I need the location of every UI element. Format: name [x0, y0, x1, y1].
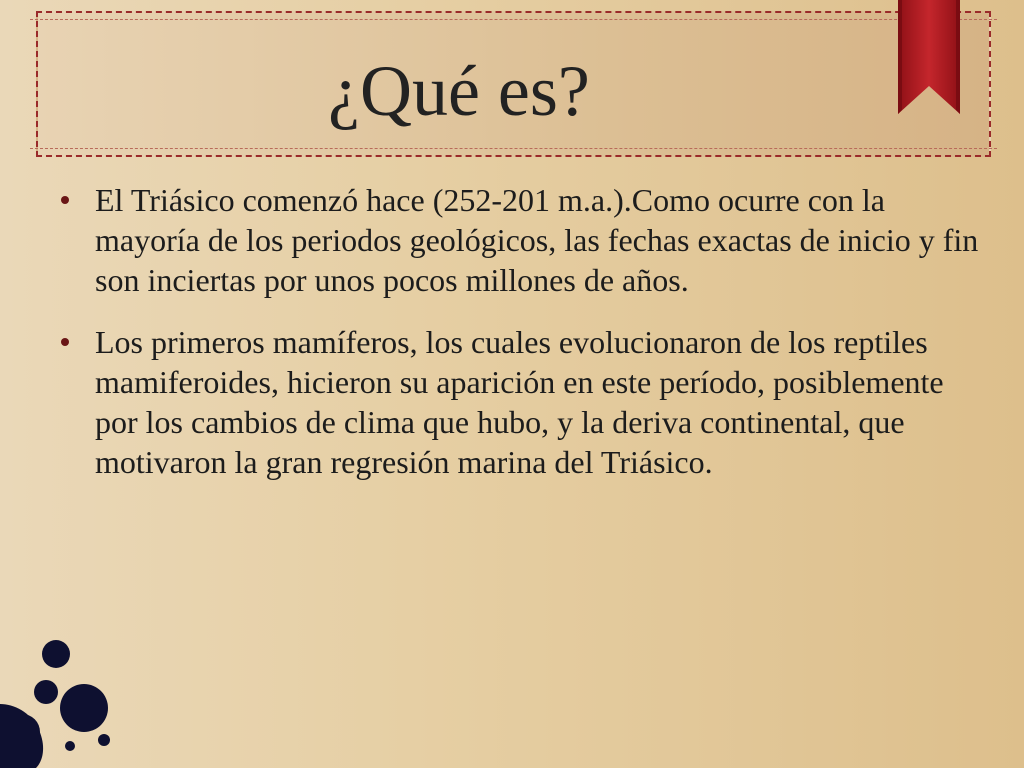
bullet-icon: [61, 196, 69, 204]
slide-title: ¿Qué es?: [328, 51, 590, 131]
bullet-text: Los primeros mamíferos, los cuales evolucionaron de los reptiles mamiferoides, hicieron su aparición en este período, posiblemente por los cambios de clima que hubo, y la deriva continental, que motivaron la gran regresión marina del Triásico.: [95, 324, 944, 480]
list-item: [60, 322, 980, 482]
bullet-list: [60, 180, 980, 504]
title-frame: [36, 11, 991, 157]
ink-splatter-icon: [0, 620, 130, 768]
bullet-icon: [61, 338, 69, 346]
list-item: [60, 180, 980, 300]
bullet-text: El Triásico comenzó hace (252-201 m.a.).Como ocurre con la mayoría de los periodos geológicos, las fechas exactas de inicio y fin son inciertas por unos pocos millones de años.: [95, 182, 979, 298]
bookmark-ribbon-icon: [896, 0, 962, 116]
